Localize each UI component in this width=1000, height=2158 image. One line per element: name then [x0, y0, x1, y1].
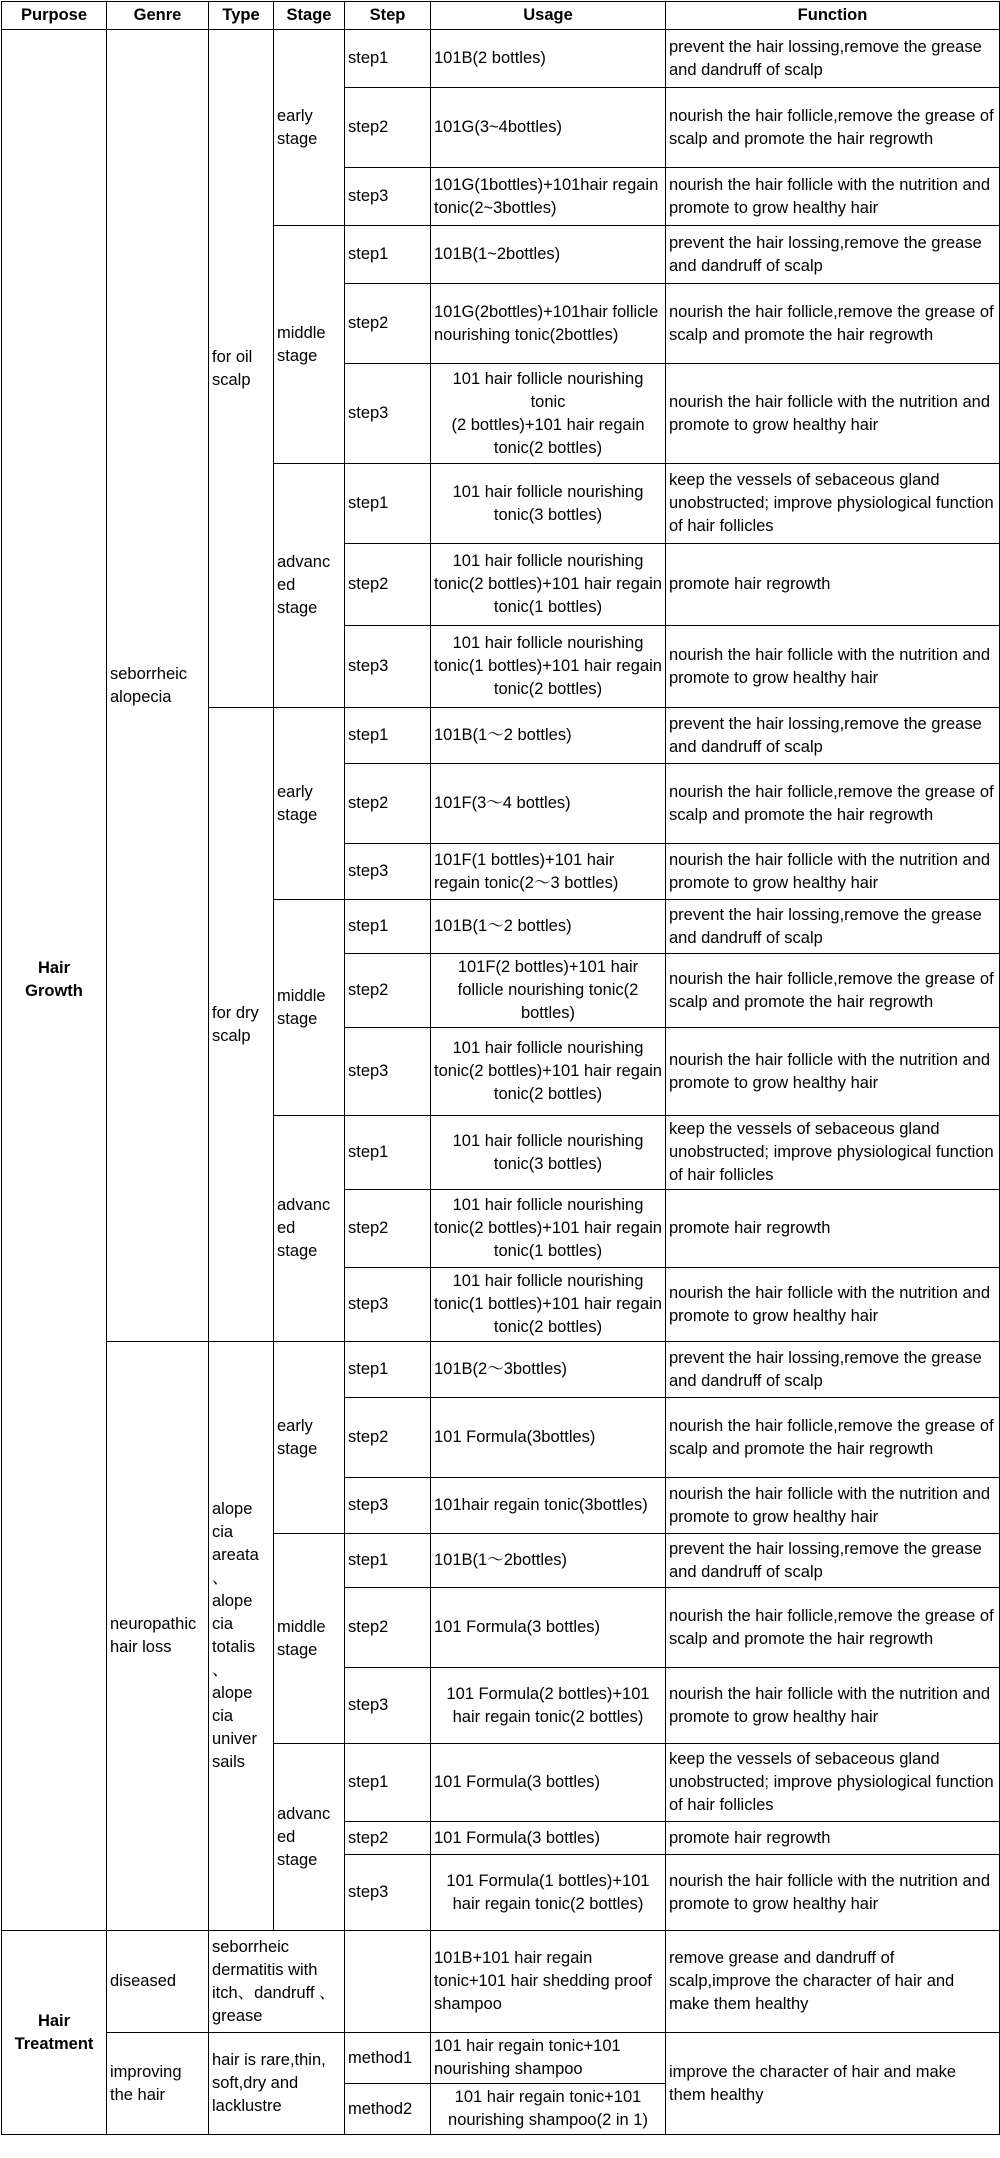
step-label: step1 [345, 30, 431, 88]
step-label: step2 [345, 1588, 431, 1668]
step-label: method2 [345, 2084, 431, 2135]
step-label: step3 [345, 626, 431, 708]
function-cell: nourish the hair follicle,remove the grease of scalp and promote the hair regrowth [666, 88, 1000, 168]
step-label: step1 [345, 1744, 431, 1822]
usage-cell: 101G(2bottles)+101hair follicle nourishing tonic(2bottles) [431, 284, 666, 364]
usage-cell: 101 Formula(3 bottles) [431, 1588, 666, 1668]
step-label: step3 [345, 1478, 431, 1534]
usage-cell: 101 hair regain tonic+101 nourishing shampoo(2 in 1) [431, 2084, 666, 2135]
usage-cell: 101 hair follicle nourishing tonic(1 bottles)+101 hair regain tonic(2 bottles) [431, 626, 666, 708]
usage-cell: 101 Formula(3 bottles) [431, 1822, 666, 1855]
function-cell: nourish the hair follicle with the nutrition and promote to grow healthy hair [666, 1028, 1000, 1116]
function-cell: improve the character of hair and make them healthy [666, 2033, 1000, 2135]
type-dry-scalp: for dry scalp [209, 708, 274, 1342]
usage-cell: 101 Formula(2 bottles)+101 hair regain tonic(2 bottles) [431, 1668, 666, 1744]
step-label: step2 [345, 764, 431, 844]
usage-cell: 101 hair follicle nourishing tonic (2 bottles)+101 hair regain tonic(2 bottles) [431, 364, 666, 464]
function-cell: prevent the hair lossing,remove the grease and dandruff of scalp [666, 1534, 1000, 1588]
step-label: step3 [345, 364, 431, 464]
step-label: step3 [345, 1268, 431, 1342]
genre-improving: improving the hair [107, 2033, 209, 2135]
function-cell: prevent the hair lossing,remove the grease and dandruff of scalp [666, 900, 1000, 954]
step-label-empty [345, 1931, 431, 2033]
purpose-hair-treatment: Hair Treatment [2, 1931, 107, 2135]
function-cell: nourish the hair follicle,remove the grease of scalp and promote the hair regrowth [666, 284, 1000, 364]
step-label: step1 [345, 708, 431, 764]
step-label: step2 [345, 544, 431, 626]
step-label: step2 [345, 284, 431, 364]
stage-middle: middle stage [274, 226, 345, 464]
stage-advanced: advanc ed stage [274, 1744, 345, 1931]
header-step: Step [345, 2, 431, 30]
usage-cell: 101 Formula(1 bottles)+101 hair regain tonic(2 bottles) [431, 1855, 666, 1931]
function-cell: promote hair regrowth [666, 1822, 1000, 1855]
step-label: step1 [345, 1342, 431, 1398]
usage-cell: 101 Formula(3bottles) [431, 1398, 666, 1478]
stage-middle: middle stage [274, 1534, 345, 1744]
type-improving: hair is rare,thin, soft,dry and lacklustre [209, 2033, 345, 2135]
function-cell: nourish the hair follicle,remove the grease of scalp and promote the hair regrowth [666, 954, 1000, 1028]
step-label: step1 [345, 900, 431, 954]
genre-seborrheic: seborrheic alopecia [107, 30, 209, 1342]
usage-cell: 101G(1bottles)+101hair regain tonic(2~3bottles) [431, 168, 666, 226]
header-usage: Usage [431, 2, 666, 30]
header-stage: Stage [274, 2, 345, 30]
header-type: Type [209, 2, 274, 30]
usage-cell: 101 hair follicle nourishing tonic(1 bottles)+101 hair regain tonic(2 bottles) [431, 1268, 666, 1342]
step-label: step1 [345, 1116, 431, 1190]
function-cell: keep the vessels of sebaceous gland unobstructed; improve physiological function of hair follicles [666, 1744, 1000, 1822]
function-cell: nourish the hair follicle with the nutrition and promote to grow healthy hair [666, 1268, 1000, 1342]
usage-cell: 101F(3～4 bottles) [431, 764, 666, 844]
function-cell: remove grease and dandruff of scalp,improve the character of hair and make them healthy [666, 1931, 1000, 2033]
function-cell: nourish the hair follicle with the nutrition and promote to grow healthy hair [666, 364, 1000, 464]
table-row [2, 2033, 1000, 2084]
usage-cell: 101 hair regain tonic+101 nourishing shampoo [431, 2033, 666, 2084]
usage-cell: 101B(2 bottles) [431, 30, 666, 88]
type-diseased: seborrheic dermatitis with itch、dandruff 、grease [209, 1931, 345, 2033]
usage-cell: 101B+101 hair regain tonic+101 hair shedding proof shampoo [431, 1931, 666, 2033]
type-neuropathic: alope cia areata 、 alope cia totalis 、 alope cia univer sails [209, 1342, 274, 1931]
function-cell: prevent the hair lossing,remove the grease and dandruff of scalp [666, 1342, 1000, 1398]
function-cell: nourish the hair follicle with the nutrition and promote to grow healthy hair [666, 1668, 1000, 1744]
purpose-hair-growth: Hair Growth [2, 30, 107, 1931]
function-cell: nourish the hair follicle,remove the grease of scalp and promote the hair regrowth [666, 1398, 1000, 1478]
step-label: step2 [345, 1398, 431, 1478]
step-label: step1 [345, 464, 431, 544]
function-cell: nourish the hair follicle,remove the grease of scalp and promote the hair regrowth [666, 764, 1000, 844]
function-cell: prevent the hair lossing,remove the grease and dandruff of scalp [666, 30, 1000, 88]
stage-early: early stage [274, 708, 345, 900]
step-label: step3 [345, 168, 431, 226]
step-label: step2 [345, 954, 431, 1028]
function-cell: keep the vessels of sebaceous gland unobstructed; improve physiological function of hair follicles [666, 464, 1000, 544]
function-cell: prevent the hair lossing,remove the grease and dandruff of scalp [666, 708, 1000, 764]
function-cell: nourish the hair follicle with the nutrition and promote to grow healthy hair [666, 1855, 1000, 1931]
usage-cell: 101B(1～2 bottles) [431, 708, 666, 764]
function-cell: nourish the hair follicle with the nutrition and promote to grow healthy hair [666, 1478, 1000, 1534]
header-purpose: Purpose [2, 2, 107, 30]
usage-cell: 101 hair follicle nourishing tonic(3 bottles) [431, 1116, 666, 1190]
function-cell: prevent the hair lossing,remove the grease and dandruff of scalp [666, 226, 1000, 284]
header-row [2, 2, 1000, 30]
function-cell: promote hair regrowth [666, 544, 1000, 626]
usage-cell: 101F(2 bottles)+101 hair follicle nourishing tonic(2 bottles) [431, 954, 666, 1028]
usage-cell: 101B(1~2bottles) [431, 226, 666, 284]
usage-cell: 101 hair follicle nourishing tonic(2 bottles)+101 hair regain tonic(1 bottles) [431, 1190, 666, 1268]
type-oil-scalp: for oil scalp [209, 30, 274, 708]
table-row [2, 30, 1000, 88]
step-label: method1 [345, 2033, 431, 2084]
usage-cell: 101hair regain tonic(3bottles) [431, 1478, 666, 1534]
header-function: Function [666, 2, 1000, 30]
genre-diseased: diseased [107, 1931, 209, 2033]
step-label: step3 [345, 1855, 431, 1931]
table-row [2, 1342, 1000, 1398]
table-row [2, 1931, 1000, 2033]
usage-cell: 101B(1～2 bottles) [431, 900, 666, 954]
function-cell: keep the vessels of sebaceous gland unobstructed; improve physiological function of hair follicles [666, 1116, 1000, 1190]
usage-cell: 101 hair follicle nourishing tonic(2 bottles)+101 hair regain tonic(2 bottles) [431, 1028, 666, 1116]
usage-cell: 101 Formula(3 bottles) [431, 1744, 666, 1822]
function-cell: nourish the hair follicle,remove the grease of scalp and promote the hair regrowth [666, 1588, 1000, 1668]
step-label: step2 [345, 1822, 431, 1855]
treatment-table [1, 1, 1000, 2135]
stage-middle: middle stage [274, 900, 345, 1116]
usage-cell: 101 hair follicle nourishing tonic(3 bottles) [431, 464, 666, 544]
header-genre: Genre [107, 2, 209, 30]
usage-cell: 101B(2～3bottles) [431, 1342, 666, 1398]
step-label: step1 [345, 1534, 431, 1588]
step-label: step3 [345, 1028, 431, 1116]
step-label: step2 [345, 88, 431, 168]
function-cell: promote hair regrowth [666, 1190, 1000, 1268]
function-cell: nourish the hair follicle with the nutrition and promote to grow healthy hair [666, 844, 1000, 900]
genre-neuropathic: neuropathic hair loss [107, 1342, 209, 1931]
usage-cell: 101F(1 bottles)+101 hair regain tonic(2～3 bottles) [431, 844, 666, 900]
step-label: step2 [345, 1190, 431, 1268]
stage-advanced: advanc ed stage [274, 1116, 345, 1342]
step-label: step3 [345, 1668, 431, 1744]
usage-cell: 101G(3~4bottles) [431, 88, 666, 168]
usage-cell: 101 hair follicle nourishing tonic(2 bottles)+101 hair regain tonic(1 bottles) [431, 544, 666, 626]
step-label: step3 [345, 844, 431, 900]
function-cell: nourish the hair follicle with the nutrition and promote to grow healthy hair [666, 626, 1000, 708]
usage-cell: 101B(1～2bottles) [431, 1534, 666, 1588]
stage-advanced: advanc ed stage [274, 464, 345, 708]
function-cell: nourish the hair follicle with the nutrition and promote to grow healthy hair [666, 168, 1000, 226]
stage-early: early stage [274, 30, 345, 226]
step-label: step1 [345, 226, 431, 284]
stage-early: early stage [274, 1342, 345, 1534]
